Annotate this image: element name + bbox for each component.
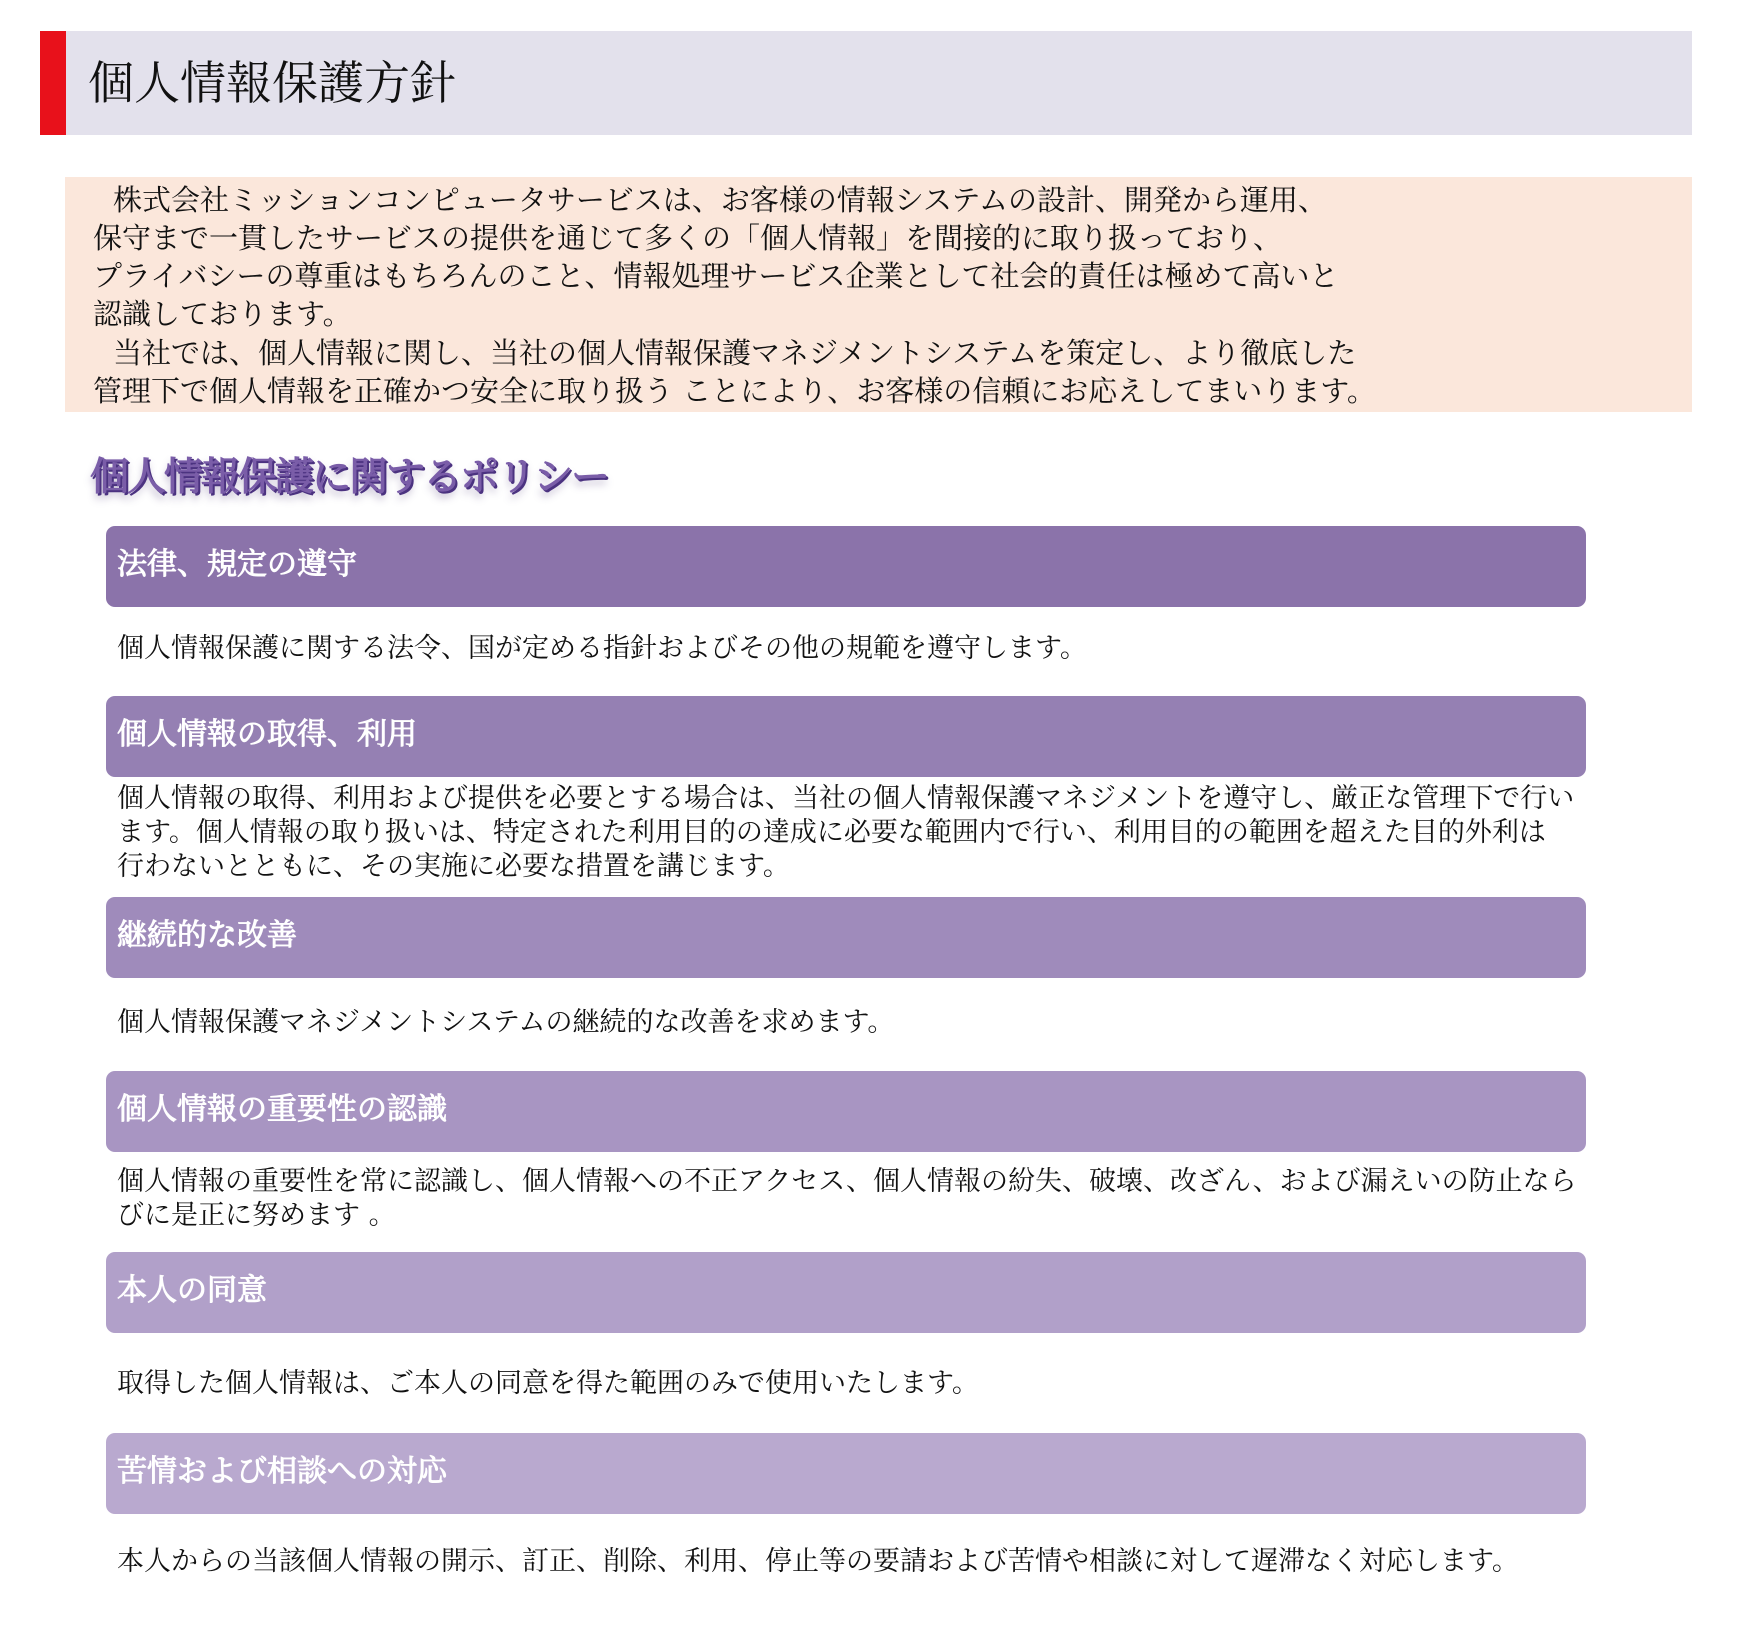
section-body-line: 本人からの当該個人情報の開示、訂正、削除、利用、停止等の要請および苦情や相談に対して遅滞なく対応します。 [117,1546,1519,1577]
section-header-complaints [106,1433,1586,1514]
section-body-line: 個人情報の重要性を常に認識し、個人情報への不正アクセス、個人情報の紛失、破壊、改ざん、および漏えいの防止なら [117,1166,1577,1197]
intro-box [65,177,1692,412]
section-body-line: 取得した個人情報は、ご本人の同意を得た範囲のみで使用いたします。 [117,1368,979,1399]
section-header-continuous-improvement [106,897,1586,978]
policy-heading: 個人情報保護に関するポリシー [90,455,609,500]
section-body-line: びに是正に努めます 。 [117,1200,396,1231]
section-body-line: 個人情報の取得、利用および提供を必要とする場合は、当社の個人情報保護マネジメントを遵守し、厳正な管理下で行い [117,783,1575,814]
intro-line: 株式会社ミッションコンピュータサービスは、お客様の情報システムの設計、開発から運用、 [113,183,1327,217]
section-body-line: 個人情報保護マネジメントシステムの継続的な改善を求めます。 [117,1007,895,1038]
section-header-legal-compliance [106,526,1586,607]
section-title: 個人情報の取得、利用 [117,717,417,752]
section-header-consent [106,1252,1586,1333]
section-title: 苦情および相談への対応 [117,1454,447,1489]
section-body-line: ます。個人情報の取り扱いは、特定された利用目的の達成に必要な範囲内で行い、利用目的の範囲を超えた目的外利は [117,817,1546,848]
section-header-importance-recognition [106,1071,1586,1152]
intro-line: 認識しております。 [93,297,352,331]
intro-line: 保守まで一貫したサービスの提供を通じて多くの「個人情報」を間接的に取り扱っており、 [93,221,1283,255]
section-title: 本人の同意 [117,1273,267,1308]
intro-line: 当社では、個人情報に関し、当社の個人情報保護マネジメントシステムを策定し、より徹底した [113,336,1357,370]
section-title: 個人情報の重要性の認識 [117,1092,447,1127]
section-title: 法律、規定の遵守 [117,547,357,582]
intro-line: 管理下で個人情報を正確かつ安全に取り扱う ことにより、お客様の信頼にお応えしてまいります。 [93,374,1376,408]
page-title-bar [40,31,1692,135]
section-header-acquisition-use [106,696,1586,777]
intro-line: プライバシーの尊重はもちろんのこと、情報処理サービス企業として社会的責任は極めて高いと [93,259,1339,293]
section-body-line: 行わないとともに、その実施に必要な措置を講じます。 [117,851,790,882]
page-title: 個人情報保護方針 [88,56,456,110]
title-accent-bar [40,31,66,135]
section-title: 継続的な改善 [117,918,297,953]
section-body-line: 個人情報保護に関する法令、国が定める指針およびその他の規範を遵守します。 [117,633,1087,664]
